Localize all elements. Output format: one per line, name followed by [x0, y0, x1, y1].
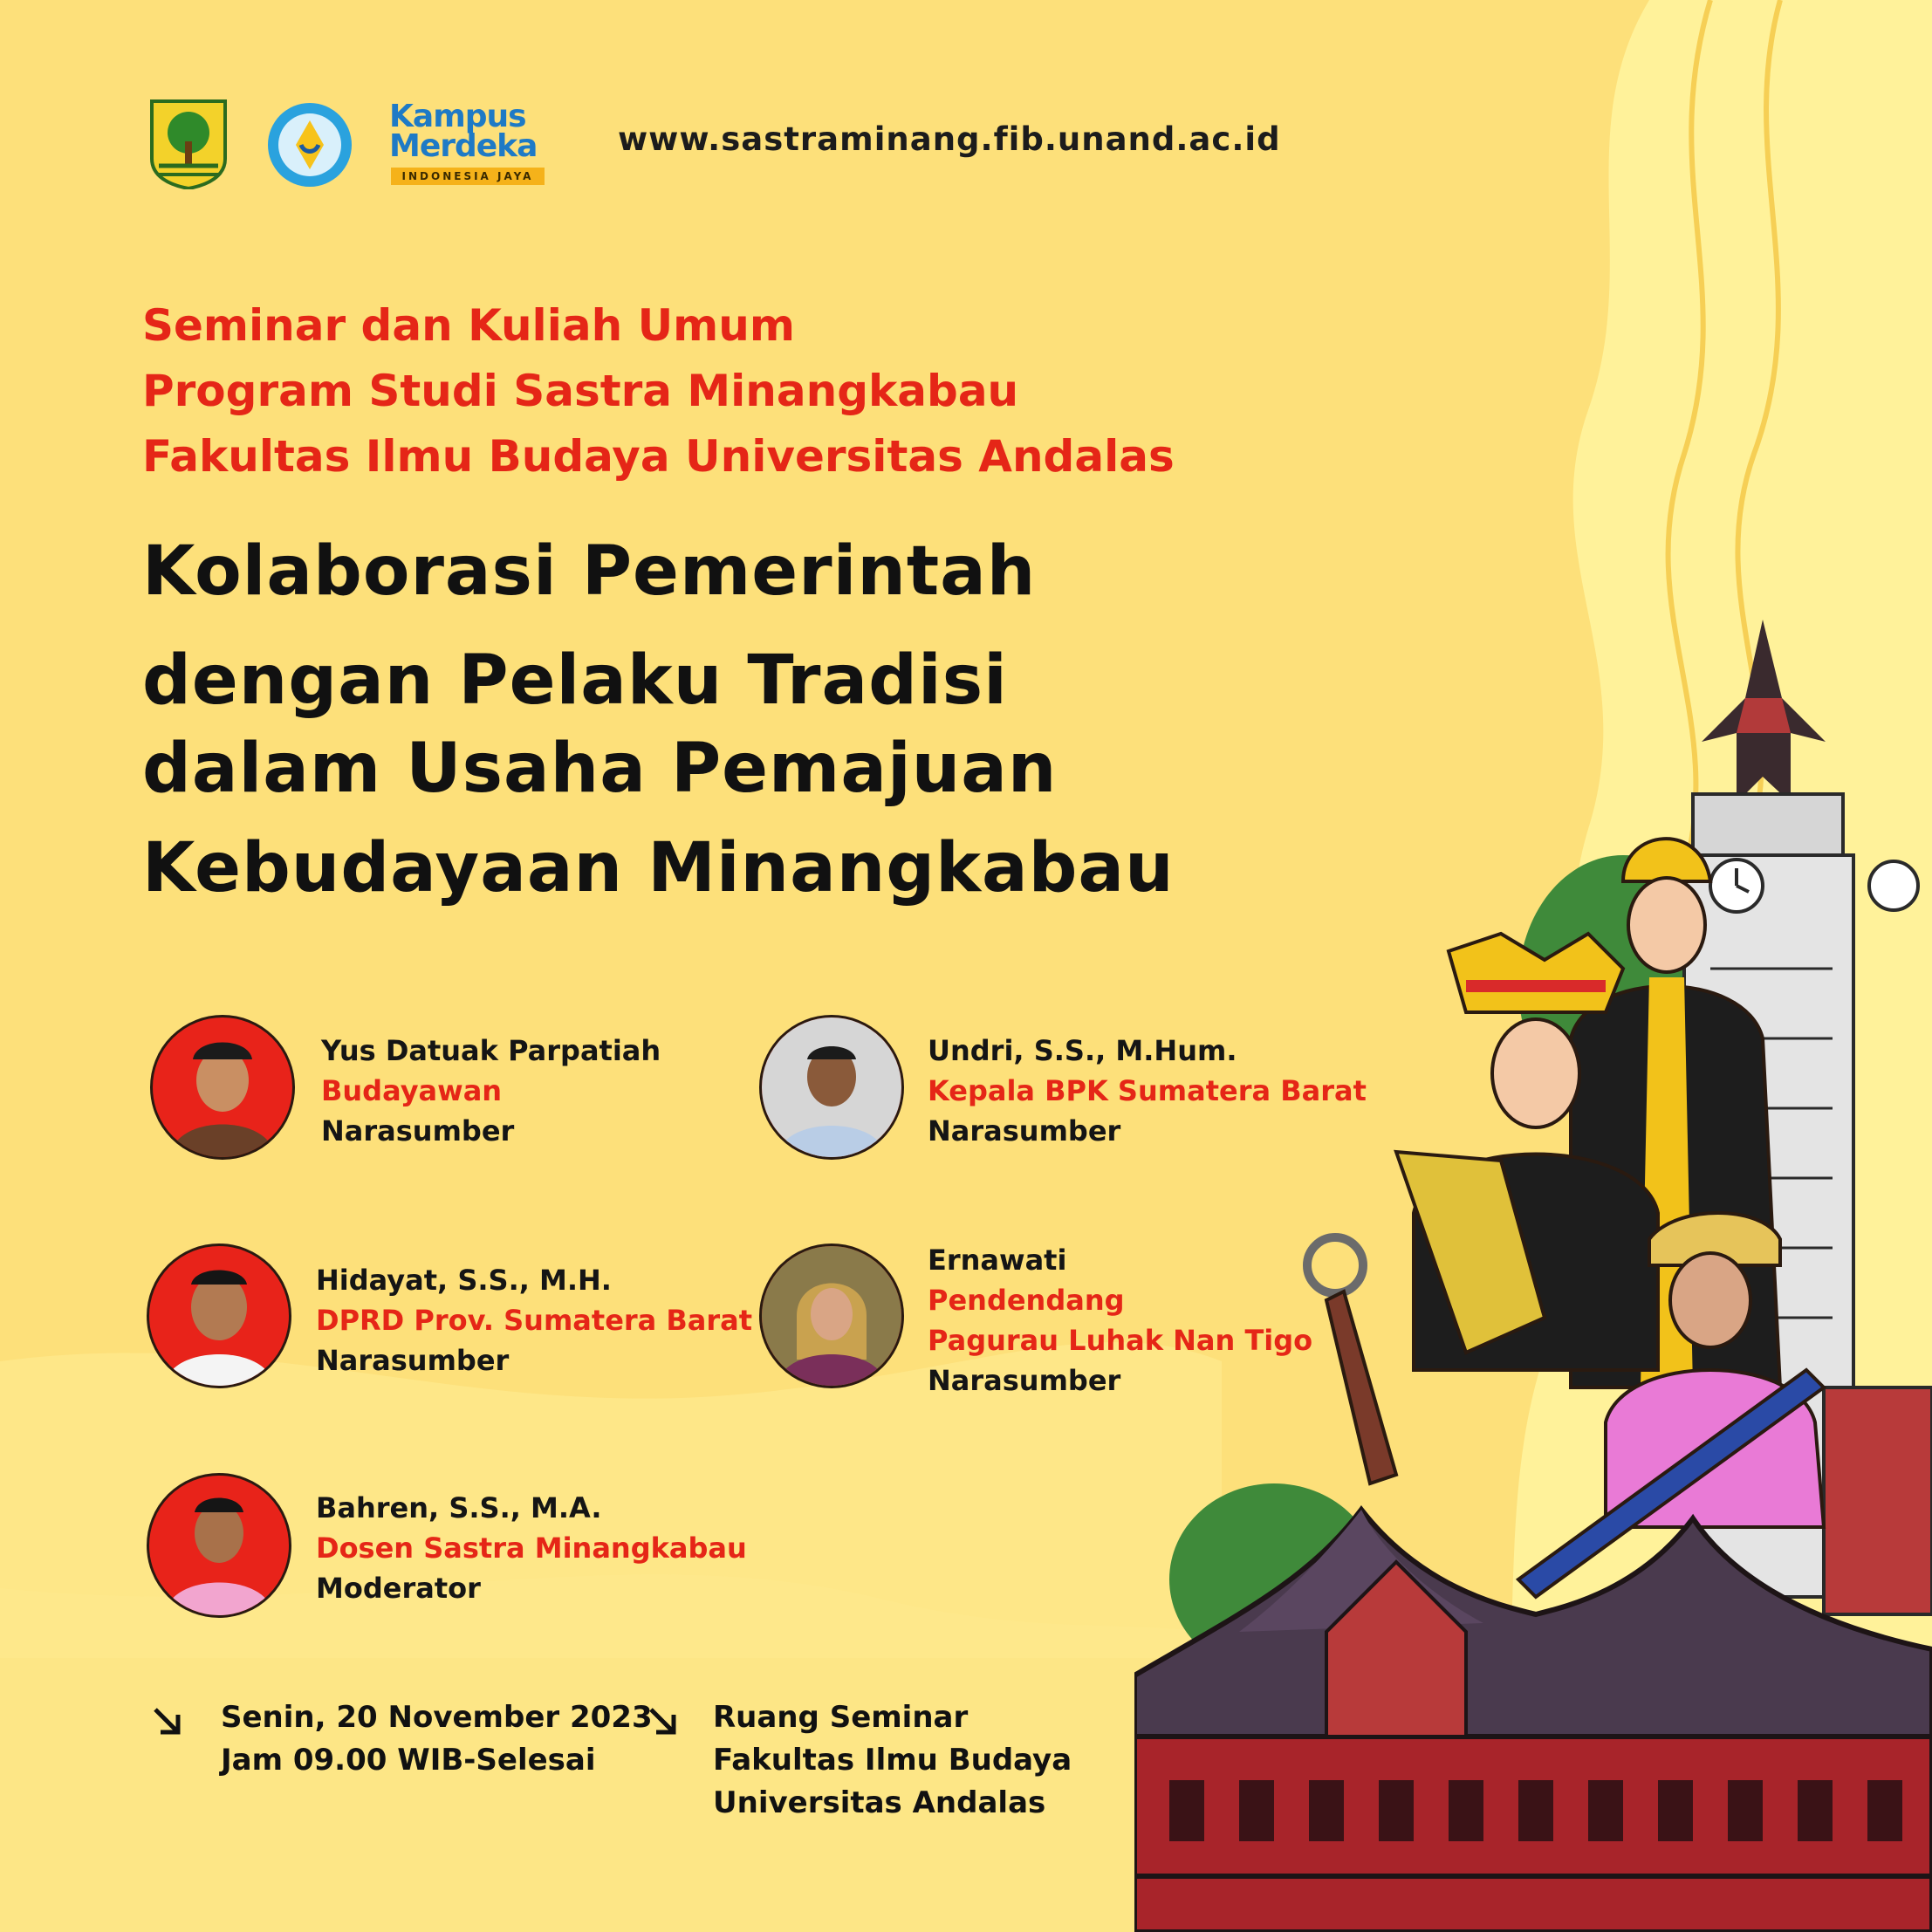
title-line-4: Kebudayaan Minangkabau — [142, 829, 1175, 908]
arrow-down-right-icon — [150, 1704, 185, 1739]
subtitle-line-1: Seminar dan Kuliah Umum — [142, 300, 795, 351]
speaker-5-type: Moderator — [316, 1572, 481, 1605]
speaker-4-name: Ernawati — [928, 1243, 1067, 1277]
speaker-1-type: Narasumber — [321, 1114, 515, 1148]
speaker-1-role: Budayawan — [321, 1074, 503, 1107]
speaker-2-photo — [759, 1015, 904, 1160]
venue-line-1: Ruang Seminar — [713, 1700, 969, 1735]
kampus-merdeka-line1: Kampus — [389, 99, 526, 134]
speaker-5-name: Bahren, S.S., M.A. — [316, 1491, 602, 1524]
speaker-3-role: DPRD Prov. Sumatera Barat — [316, 1304, 753, 1337]
title-line-2: dengan Pelaku Tradisi — [142, 641, 1008, 720]
speaker-4-role-1: Pendendang — [928, 1284, 1125, 1317]
speaker-4-photo — [759, 1243, 904, 1388]
kampus-merdeka-line2: Merdeka — [389, 128, 538, 164]
speaker-1-photo — [150, 1015, 295, 1160]
event-date: Senin, 20 November 2023 — [221, 1700, 653, 1735]
speaker-2-name: Undri, S.S., M.Hum. — [928, 1034, 1237, 1067]
speaker-4-role-2: Pagurau Luhak Nan Tigo — [928, 1324, 1313, 1357]
kampus-merdeka-logo — [384, 98, 558, 189]
event-venue — [713, 1696, 1072, 1825]
speaker-4-type: Narasumber — [928, 1364, 1121, 1397]
speaker-3-info — [316, 1260, 752, 1380]
minangkabau-culture-illustration — [1134, 602, 1932, 1932]
speaker-3-name: Hidayat, S.S., M.H. — [316, 1264, 612, 1297]
speaker-3-photo — [147, 1243, 291, 1388]
speaker-2-type: Narasumber — [928, 1114, 1121, 1148]
subtitle-line-3: Fakultas Ilmu Budaya Universitas Andalas — [142, 431, 1175, 482]
speaker-1-name: Yus Datuak Parpatiah — [321, 1034, 661, 1067]
speaker-2-role: Kepala BPK Sumatera Barat — [928, 1074, 1367, 1107]
venue-line-2: Fakultas Ilmu Budaya — [713, 1743, 1072, 1778]
website-url[interactable]: www.sastraminang.fib.unand.ac.id — [618, 120, 1281, 158]
arrow-down-right-icon — [646, 1704, 681, 1739]
unand-logo — [147, 98, 230, 189]
kampus-merdeka-tagline: INDONESIA JAYA — [391, 168, 545, 185]
speaker-5-photo — [147, 1473, 291, 1618]
speaker-3-type: Narasumber — [316, 1344, 510, 1377]
speaker-1-info — [321, 1031, 661, 1151]
speaker-5-role: Dosen Sastra Minangkabau — [316, 1531, 747, 1565]
tut-wuri-handayani-logo — [266, 101, 353, 188]
event-datetime — [221, 1696, 653, 1782]
title-line-3: dalam Usaha Pemajuan — [142, 730, 1058, 808]
title-line-1: Kolaborasi Pemerintah — [142, 532, 1037, 611]
subtitle-line-2: Program Studi Sastra Minangkabau — [142, 366, 1019, 416]
event-time: Jam 09.00 WIB-Selesai — [221, 1743, 596, 1778]
venue-line-3: Universitas Andalas — [713, 1785, 1046, 1820]
speaker-5-info — [316, 1488, 747, 1608]
